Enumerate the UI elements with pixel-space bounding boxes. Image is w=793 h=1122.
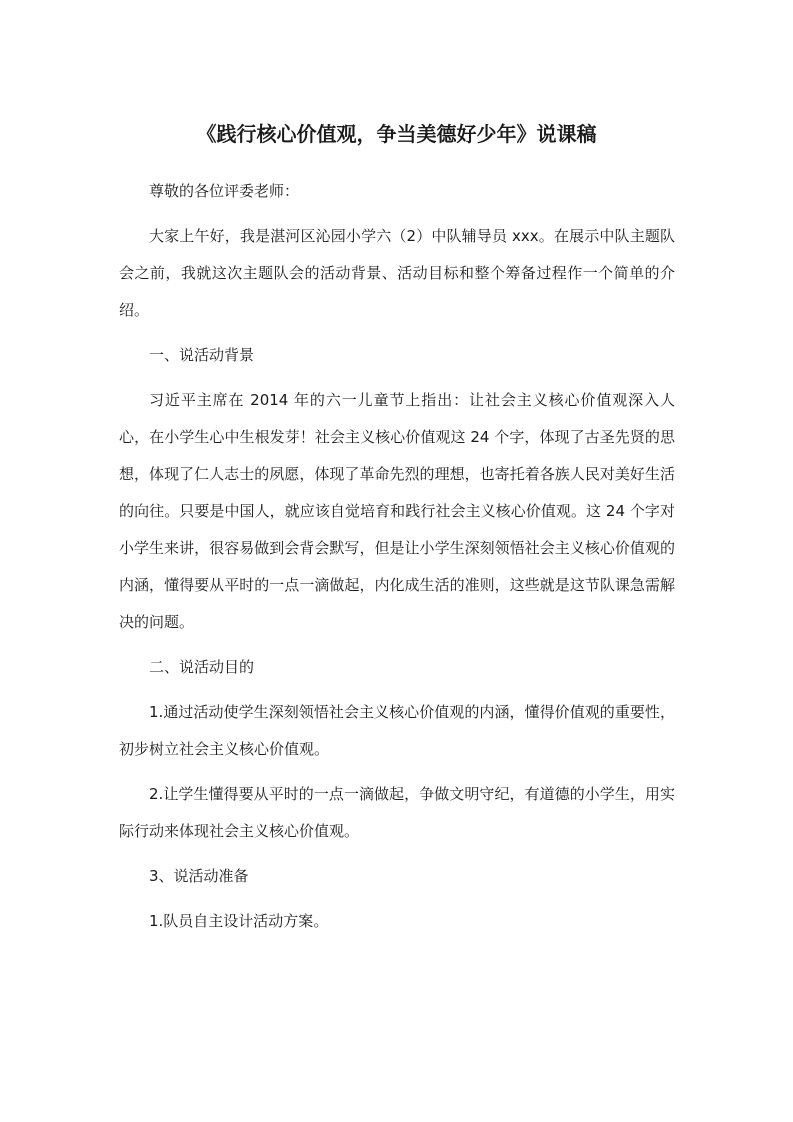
paragraph-purpose-1: 1.通过活动使学生深刻领悟社会主义核心价值观的内涵，懂得价值观的重要性，初步树立社会主义核心价值观。 [119, 703, 675, 758]
document-body [119, 173, 675, 948]
document-title: 《践行核心价值观，争当美德好少年》说课稿 [196, 122, 597, 146]
section-heading-preparation: 3、说活动准备 [149, 867, 249, 885]
paragraph-preparation-1: 1.队员自主设计活动方案。 [149, 912, 329, 930]
paragraph-background: 习近平主席在 2014 年的六一儿童节上指出：让社会主义核心价值观深入人心，在小学生心中生根发芽！社会主义核心价值观这 24 个字，体现了古圣先贤的思想，体现了仁人志士的夙愿，体现了革命先烈的理想，也寄托着各族人民对美好生活的向往。只要是中国人，就应该自觉培育和践行社会主义核心价值观。这 24 个字对小学生来讲，很容易做到会背会默写，但是让小学生深刻领悟社会主义核心价值观的内涵，懂得要从平时的一点一滴做起，内化成生活的准则，这些就是这节队课急需解决的问题。 [119, 391, 675, 631]
section-heading-purpose: 二、说活动目的 [149, 658, 255, 676]
paragraph-introduction: 大家上午好，我是湛河区沁园小学六（2）中队辅导员 xxx。在展示中队主题队会之前，我就这次主题队会的活动背景、活动目标和整个筹备过程作一个简单的介绍。 [119, 227, 675, 319]
paragraph-salutation: 尊敬的各位评委老师： [149, 182, 300, 200]
paragraph-purpose-2: 2.让学生懂得要从平时的一点一滴做起，争做文明守纪，有道德的小学生，用实际行动来体现社会主义核心价值观。 [119, 785, 675, 840]
section-heading-background: 一、说活动背景 [149, 346, 255, 364]
